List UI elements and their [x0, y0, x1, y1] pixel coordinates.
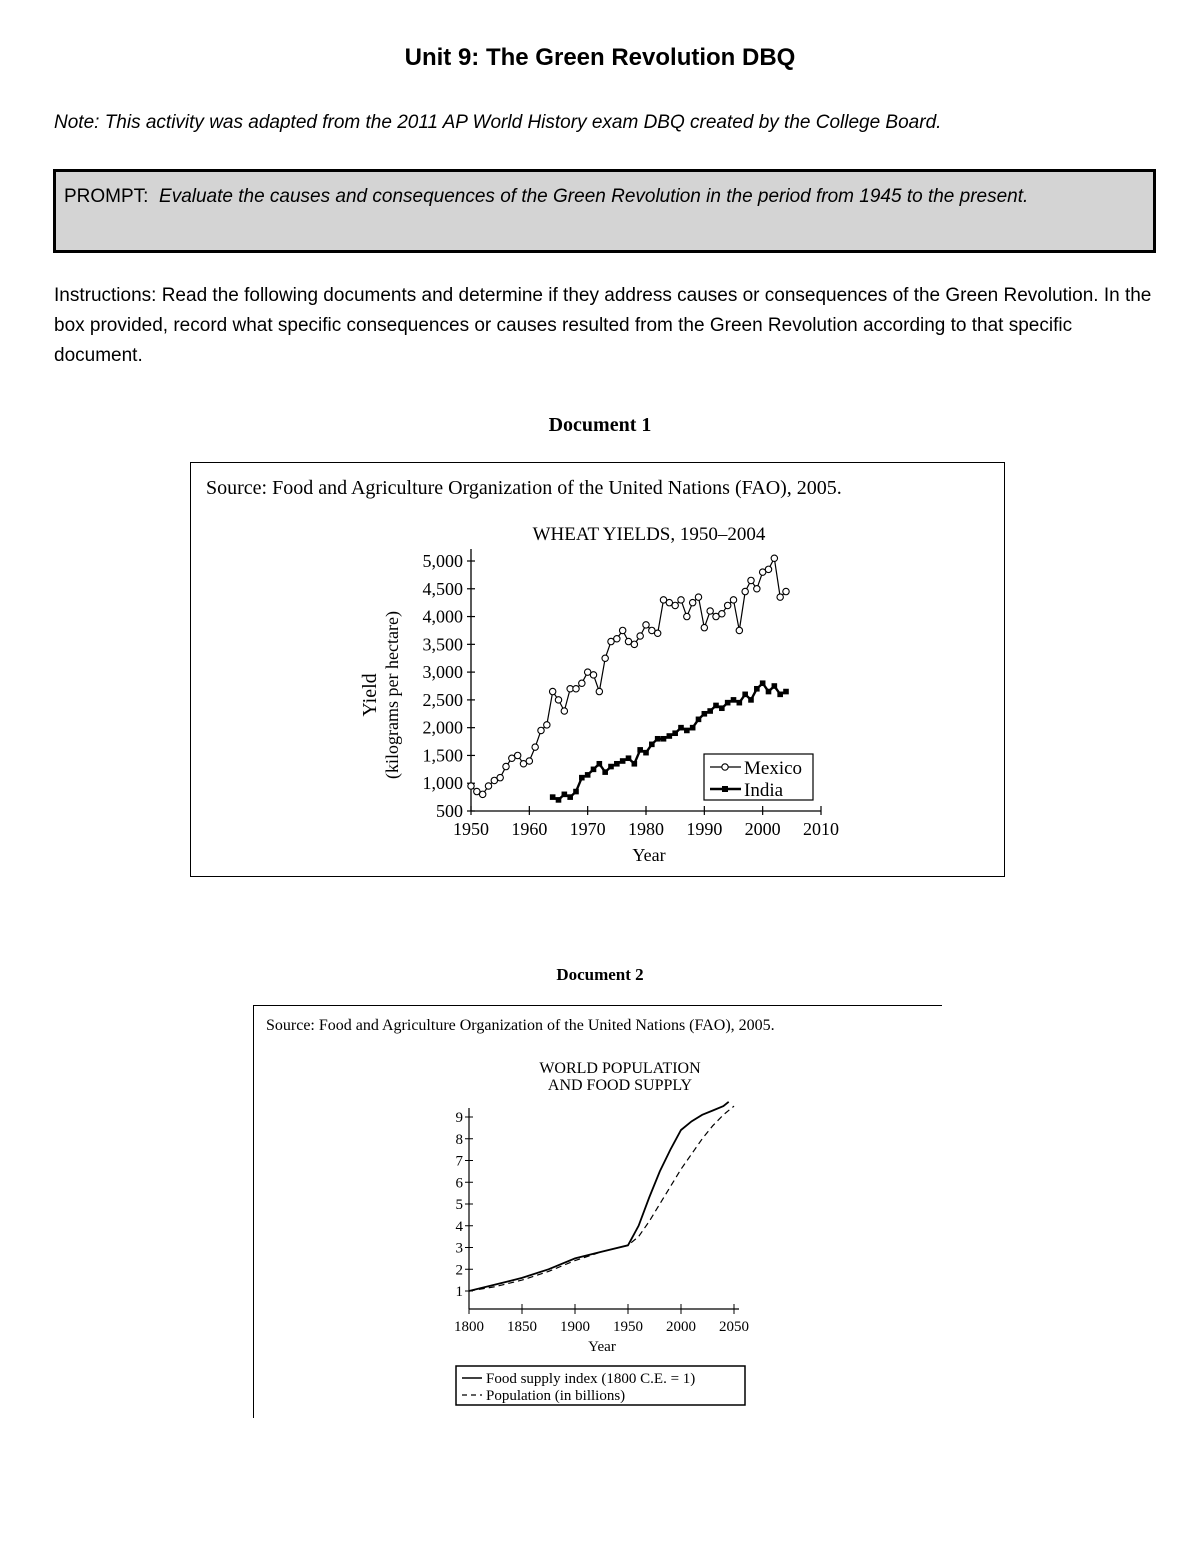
mexico-point: [771, 555, 777, 561]
india-point: [626, 755, 632, 761]
india-point: [707, 708, 713, 714]
mexico-point: [468, 783, 474, 789]
y-tick-label: 4,000: [422, 606, 463, 627]
document-1-heading: Document 1: [548, 414, 652, 436]
mexico-point: [654, 630, 660, 636]
y-tick-label: 3,000: [422, 662, 463, 683]
india-point: [742, 692, 748, 698]
x-tick-label: 1960: [511, 819, 548, 839]
mexico-point: [777, 594, 783, 600]
mexico-point: [619, 627, 625, 633]
legend-india-marker: [722, 786, 728, 792]
india-point: [649, 742, 655, 748]
india-point: [637, 747, 643, 753]
population-line: [469, 1106, 734, 1291]
india-point: [620, 758, 626, 764]
india-point: [608, 764, 614, 770]
mexico-point: [544, 722, 550, 728]
x-tick-label: 1970: [569, 819, 606, 839]
mexico-point: [538, 727, 544, 733]
y-tick-label: 7: [455, 1153, 463, 1170]
mexico-point: [485, 783, 491, 789]
india-point: [614, 761, 620, 767]
y-tick-label: 6: [455, 1175, 463, 1192]
y-tick-label: 9: [455, 1110, 463, 1126]
y-axis-sublabel: (kilograms per hectare): [382, 611, 402, 779]
india-point: [702, 711, 708, 717]
food-supply-line: [469, 1102, 729, 1291]
page-title: Unit 9: The Green Revolution DBQ: [404, 44, 796, 71]
document-2-box: [253, 1005, 942, 1418]
india-point: [632, 761, 638, 767]
document-2-heading: Document 2: [556, 965, 644, 984]
india-point: [585, 772, 591, 778]
x-tick-label: 1950: [453, 819, 489, 839]
instructions: Instructions: Read the following documents and determine if they address causes or consequences of the Green Revolution. In the box provided, record what specific consequences or causes resulted from the Green Revolution according to that specific document.: [54, 285, 1152, 366]
chart-title: WHEAT YIELDS, 1950–2004: [532, 524, 766, 545]
adaptation-note: Note: This activity was adapted from the 2011 AP World History exam DBQ created by the College Board.: [54, 112, 942, 133]
mexico-point: [497, 774, 503, 780]
india-point: [556, 797, 562, 803]
mexico-point: [503, 763, 509, 769]
mexico-point: [561, 708, 567, 714]
india-point: [597, 761, 603, 767]
y-tick-label: 2,500: [422, 689, 463, 710]
wheat-yields-chart: [191, 463, 1004, 876]
mexico-point: [590, 672, 596, 678]
y-tick-label: 4: [455, 1218, 463, 1235]
prompt-label: PROMPT:: [64, 186, 149, 207]
mexico-point: [724, 602, 730, 608]
mexico-point: [736, 627, 742, 633]
india-point: [579, 775, 585, 781]
x-tick-label: 2010: [803, 819, 839, 839]
mexico-point: [479, 791, 485, 797]
y-tick-label: 2: [455, 1262, 463, 1279]
india-point: [672, 730, 678, 736]
mexico-point: [765, 566, 771, 572]
document-1-source: Source: Food and Agriculture Organization of the United Nations (FAO), 2005.: [206, 477, 842, 499]
india-point: [573, 789, 579, 795]
india-point: [713, 703, 719, 709]
prompt-box: [53, 169, 1156, 253]
india-point: [783, 689, 789, 695]
y-tick-label: 500: [436, 801, 463, 821]
y-tick-label: 5: [455, 1197, 463, 1213]
mexico-point: [684, 613, 690, 619]
mexico-point: [526, 758, 532, 764]
mexico-point: [573, 686, 579, 692]
y-tick-label: 2,000: [422, 717, 463, 738]
india-point: [678, 725, 684, 731]
y-axis-label: Yield: [359, 673, 381, 717]
y-tick-label: 3: [455, 1240, 463, 1257]
mexico-point: [643, 622, 649, 628]
india-point: [667, 733, 673, 739]
india-point: [661, 736, 667, 742]
y-tick-label: 1,500: [422, 745, 463, 766]
mexico-point: [555, 697, 561, 703]
y-tick-label: 1,000: [422, 773, 463, 794]
y-tick-label: 3,500: [422, 634, 463, 655]
india-point: [696, 717, 702, 723]
x-tick-label: 2000: [744, 819, 781, 839]
india-point: [760, 680, 766, 686]
mexico-point: [672, 602, 678, 608]
mexico-point: [701, 624, 707, 630]
india-point: [562, 792, 568, 798]
legend-mexico-label: Mexico: [744, 758, 803, 779]
mexico-point: [695, 594, 701, 600]
y-tick-label: 4,500: [422, 578, 463, 599]
x-tick-label: 2000: [666, 1319, 696, 1335]
mexico-point: [678, 597, 684, 603]
india-point: [772, 683, 778, 689]
mexico-point: [532, 744, 538, 750]
mexico-point: [514, 752, 520, 758]
india-point: [602, 769, 608, 775]
india-point: [725, 700, 731, 706]
x-tick-label: 1900: [560, 1319, 590, 1335]
legend-mexico-marker: [722, 764, 728, 770]
x-tick-label: 1990: [686, 819, 723, 839]
mexico-point: [730, 597, 736, 603]
india-point: [777, 692, 783, 698]
document-2-source: Source: Food and Agriculture Organization of the United Nations (FAO), 2005.: [266, 1017, 775, 1034]
mexico-point: [602, 655, 608, 661]
chart-title: WORLD POPULATION: [539, 1060, 701, 1077]
document-1-box: [190, 462, 1005, 877]
x-tick-label: 2050: [719, 1319, 749, 1335]
mexico-point: [549, 688, 555, 694]
legend-food-label: Food supply index (1800 C.E. = 1): [486, 1371, 696, 1387]
india-point: [684, 728, 690, 734]
mexico-point: [596, 688, 602, 694]
x-tick-label: 1980: [628, 819, 664, 839]
chart-title-line2: AND FOOD SUPPLY: [547, 1077, 693, 1094]
india-point: [655, 736, 661, 742]
y-tick-label: 1: [455, 1284, 463, 1300]
x-tick-label: 1850: [507, 1319, 537, 1335]
x-tick-label: 1800: [454, 1319, 484, 1335]
mexico-point: [748, 577, 754, 583]
x-tick-label: 1950: [613, 1319, 643, 1335]
mexico-point: [719, 611, 725, 617]
legend-india-label: India: [744, 780, 784, 801]
x-axis-label: Year: [632, 845, 666, 865]
population-food-chart: [254, 1006, 942, 1418]
india-point: [754, 686, 760, 692]
mexico-point: [742, 588, 748, 594]
india-point: [567, 794, 573, 800]
india-point: [719, 705, 725, 711]
india-point: [766, 689, 772, 695]
india-point: [690, 725, 696, 731]
legend-population-label: Population (in billions): [486, 1388, 626, 1404]
india-point: [550, 794, 556, 800]
india-point: [731, 697, 737, 703]
mexico-point: [754, 586, 760, 592]
mexico-point: [637, 633, 643, 639]
x-axis-label: Year: [588, 1339, 616, 1355]
india-point: [748, 697, 754, 703]
india-point: [591, 767, 597, 773]
mexico-point: [631, 641, 637, 647]
mexico-point: [707, 608, 713, 614]
mexico-point: [689, 599, 695, 605]
prompt-text: Evaluate the causes and consequences of the Green Revolution in the period from 1945 to the present.: [159, 186, 1029, 207]
y-tick-label: 8: [455, 1131, 463, 1148]
mexico-point: [579, 680, 585, 686]
mexico-point: [783, 588, 789, 594]
y-tick-label: 5,000: [422, 551, 463, 571]
mexico-point: [614, 636, 620, 642]
india-point: [737, 700, 743, 706]
india-point: [643, 750, 649, 756]
